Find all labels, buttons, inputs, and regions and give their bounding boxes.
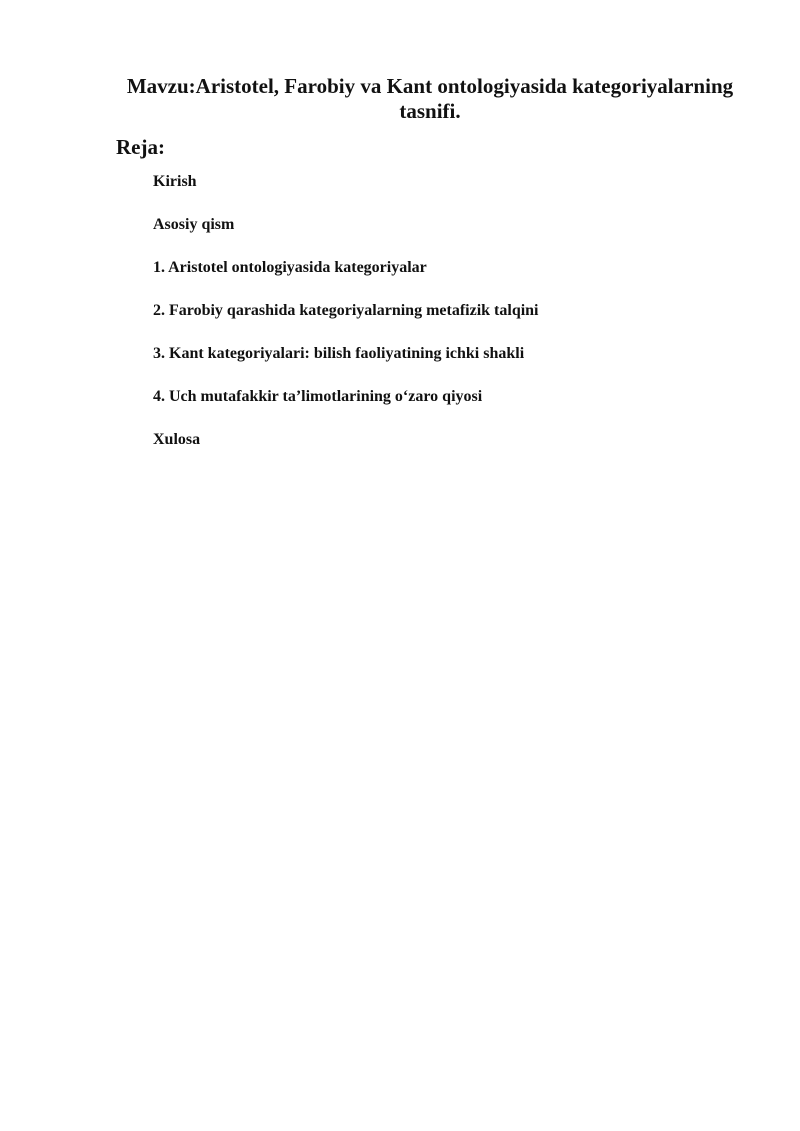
plan-heading: Reja: [116,135,165,159]
plan-list [153,172,539,473]
plan-item-aristotle: 1. Aristotel ontologiyasida kategoriyalar [153,259,427,276]
plan-item-farabi: 2. Farobiy qarashida kategoriyalarning metafizik talqini [153,302,539,319]
plan-item-main-part: Asosiy qism [153,216,235,233]
plan-item-kant: 3. Kant kategoriyalari: bilish faoliyatining ichki shakli [153,345,525,362]
plan-item-conclusion: Xulosa [153,431,201,448]
document-title: Mavzu:Aristotel, Farobiy va Kant ontologiyasida kategoriyalarning tasnifi. [126,74,734,123]
plan-item-introduction: Kirish [153,173,197,190]
plan-item-comparison: 4. Uch mutafakkir ta’limotlarining o‘zaro qiyosi [153,388,483,405]
